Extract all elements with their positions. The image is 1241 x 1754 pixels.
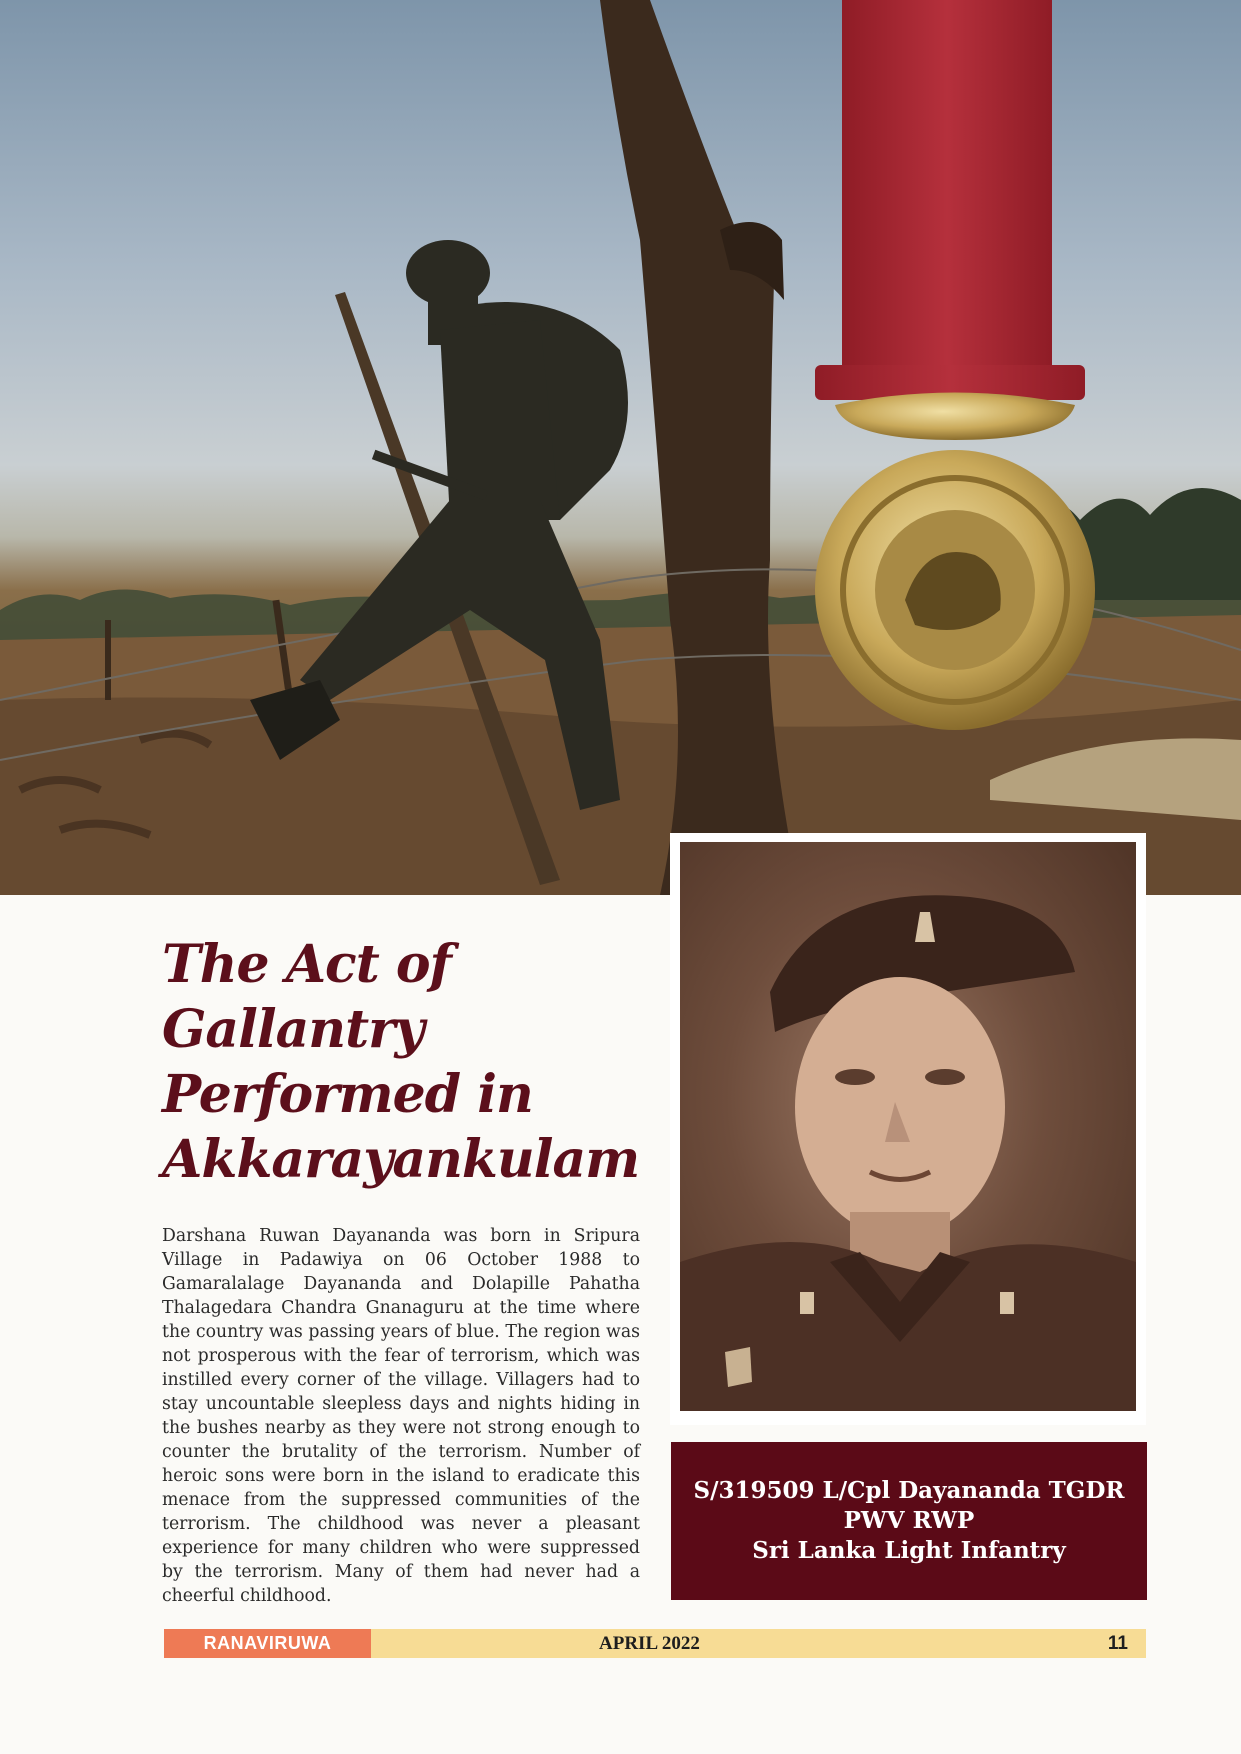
soldier-portrait <box>680 842 1136 1411</box>
caption-service-number: S/319509 L/Cpl Dayananda TGDR <box>693 1477 1125 1504</box>
portrait-caption <box>671 1442 1147 1600</box>
title-line-4: Akkarayankulam <box>162 1129 640 1190</box>
article-title <box>162 932 662 1192</box>
page-number: 11 <box>1107 1633 1128 1654</box>
title-line-1: The Act of <box>162 934 451 995</box>
medal-image <box>805 0 1125 760</box>
title-line-3: Performed in <box>162 1064 533 1125</box>
portrait-illustration <box>680 842 1136 1411</box>
medal-ribbon <box>842 0 1052 390</box>
portrait-frame <box>670 833 1146 1425</box>
page-footer <box>164 1629 1146 1658</box>
footer-publication: RANAVIRUWA <box>164 1629 371 1658</box>
article-body: Darshana Ruwan Dayananda was born in Sripura Village in Padawiya on 06 October 1988 to Gamaralalage Dayananda and Dolapille Pahatha Thalagedara Chandra Gnanaguru at the time where the country was passing years of blue. The region was not prosperous with the fear of terrorism, which was instilled every corner of the village. Villagers had to stay uncountable sleepless days and nights hiding in the bushes nearby as they were not strong enough to counter the brutality of the terrorism. Number of heroic sons were born in the island to eradicate this menace from the suppressed communities of the terrorism. The childhood was never a pleasant experience for many children who were suppressed by the terrorism. Many of them had never had a cheerful childhood. <box>162 1226 640 1606</box>
caption-awards: PWV RWP <box>843 1507 975 1534</box>
title-line-2: Gallantry <box>162 999 424 1060</box>
footer-date: APRIL 2022 <box>599 1633 700 1654</box>
caption-regiment: Sri Lanka Light Infantry <box>752 1537 1066 1564</box>
